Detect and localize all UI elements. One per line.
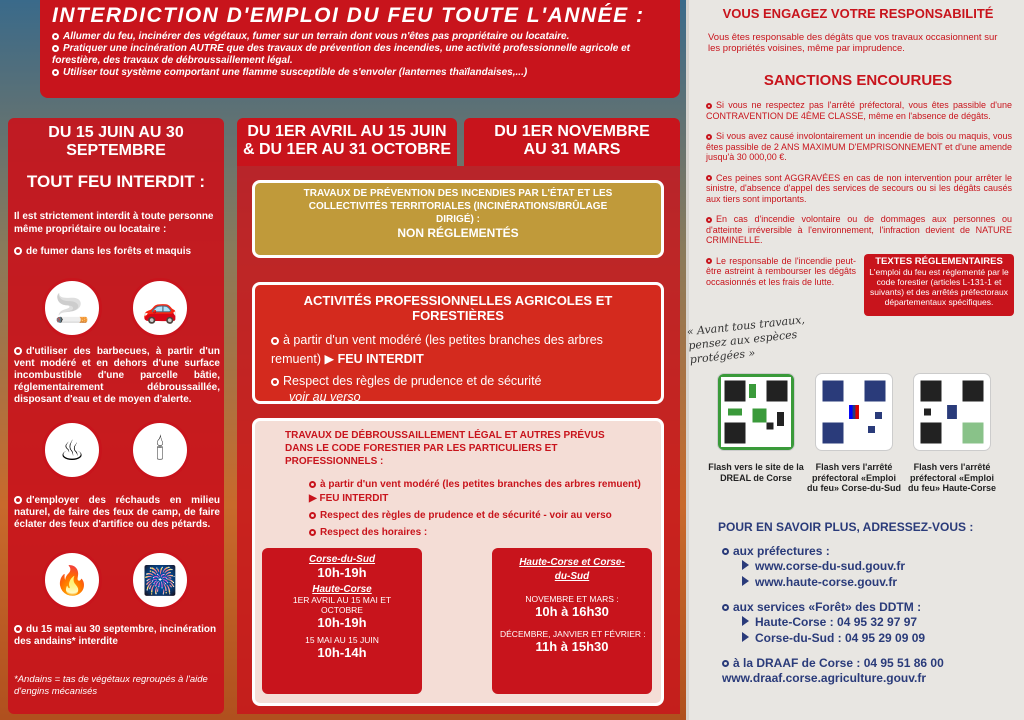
works-item-rules: Respect des règles de prudence et de sécurité - voir au verso [309,509,641,523]
header-banner [40,0,680,98]
professional-activities-box [252,282,664,404]
schedule-right: Haute-Corse et Corse-du-Sud NOVEMBRE ET MARS : 10h à 16h30 DÉCEMBRE, JANVIER ET FÉVRIER : 11h à 15h30 [492,548,652,694]
contacts-section [718,520,1018,686]
works-title: TRAVAUX DE DÉBROUSSAILLEMENT LÉGAL ET AUTRES PRÉVUS DANS LE CODE FORESTIER PAR LES PARTICULIERS ET PROFESSIONNELS : [285,430,605,467]
page-fold [686,0,689,720]
ban-item-campfire: d'employer des réchauds en milieu naturel, de faire des feux de camp, de faire éclater des feux d'artifice ou des pétards. [14,495,220,530]
sanctions-title: SANCTIONS ENCOURUES [763,72,953,89]
prefecture-link-corse-du-sud[interactable]: www.corse-du-sud.gouv.fr [742,558,1018,574]
draaf-link[interactable]: www.draaf.corse.agriculture.gouv.fr [722,671,927,685]
qr-code-corse-du-sud[interactable] [816,374,892,450]
cigarette-icon: 🚬 [42,278,102,338]
total-ban-title: TOUT FEU INTERDIT : [26,172,206,191]
activities-item-wind: à partir d'un vent modéré (les petites branches des arbres remuent) ▶ FEU INTERDIT [271,333,603,366]
ban-item-barbecue: d'utiliser des barbecues, à partir d'un vent modéré et en dehors d'une surface incombustible d'une parcelle bâtie, réglementairement débroussaillée, disposant d'eau et de moyen d'alerte. [14,346,220,405]
activities-item-rules: Respect des règles de prudence et de sécurité voir au verso [271,373,645,405]
qr-caption-dreal: Flash vers le site de la DREAL de Corse [708,462,804,483]
responsibility-text: Vous êtes responsable des dégâts que vos travaux occasionnent sur les propriétés voisines, même par imprudence. [708,32,998,54]
schedule-left: Corse-du-Sud 10h-19h Haute-Corse 1ER AVRIL AU 15 MAI ET OCTOBRE 10h-19h 15 MAI AU 15 JUIN 10h-14h [262,548,422,694]
sanction-item: Ces peines sont AGGRAVÉES en cas de non intervention pour arrêter le sinistre, d'absence d'appel des services de secours ou si les dégâts causés aux tiers sont importants. [706,172,1012,204]
prefecture-link-haute-corse[interactable]: www.haute-corse.gouv.fr [742,574,1018,590]
ban-item-smoking: de fumer dans les forêts et maquis [8,246,224,257]
sanction-item: Si vous avez causé involontairement un incendie de bois ou maquis, vous êtes passible de 2 ANS MAXIMUM D'EMPRISONNEMENT et d'une amende jusqu'à 30 000,00 €. [706,131,1012,162]
prevention-works-box: TRAVAUX DE PRÉVENTION DES INCENDIES PAR L'ÉTAT ET LES COLLECTIVITÉS TERRITORIALES (INCINÉRATIONS/BRÛLAGE DIRIGÉ) : NON RÉGLEMENTÉS [252,180,664,258]
draaf-contact: à la DRAAF de Corse : 04 95 51 86 00 [722,656,1018,670]
header-item: Allumer du feu, incinérer des végétaux, fumer sur un terrain dont vous n'êtes pas propriétaire ou locataire. [52,31,668,43]
ban-intro: Il est strictement interdit à toute personne même propriétaire ou locataire : [14,211,214,235]
qr-code-icon [721,377,791,447]
protected-species-note: « Avant tous travaux, pensez aux espèces protégées » [686,313,806,367]
responsibility-title: VOUS ENGAGEZ VOTRE RESPONSABILITÉ [722,6,994,21]
andains-note: *Andains = tas de végétaux regroupés à l'aide d'engins mécanisés [14,674,208,697]
qr-code-icon [917,377,987,447]
car-icon: 🚗 [130,278,190,338]
firework-icon: 🎆 [130,550,190,610]
sanction-item: Le responsable de l'incendie peut-être astreint à rembourser les dégâts occasionnés et les frais de lutte. [706,255,856,287]
header-item: Utiliser tout système comportant une flamme susceptible de s'envoler (lanternes thaïlandaises,...) [52,67,668,79]
ddtm-label: aux services «Forêt» des DDTM : [722,600,1018,614]
qr-caption-haute-corse: Flash vers l'arrêté préfectoral «Emploi du feu» Haute-Corse [907,462,996,493]
campfire-icon: 🔥 [42,550,102,610]
period-spring-autumn: DU 1ER AVRIL AU 15 JUIN & DU 1ER AU 31 OCTOBRE [237,118,457,166]
qr-code-haute-corse[interactable] [914,374,990,450]
activities-title: ACTIVITÉS PROFESSIONNELLES AGRICOLES ET FORESTIÈRES [303,293,613,323]
qr-code-icon [819,377,889,447]
contacts-title: POUR EN SAVOIR PLUS, ADRESSEZ-VOUS : [718,520,974,534]
ddtm-haute-corse: Haute-Corse : 04 95 32 97 97 [742,614,1018,630]
prefectures-label: aux préfectures : [722,544,1018,558]
works-item-hours: Respect des horaires : [309,526,641,540]
ban-item-andains: du 15 mai au 30 septembre, incinération des andains* interdite [14,624,217,647]
barbecue-icon: ♨ [42,420,102,480]
sanction-item: Si vous ne respectez pas l'arrêté préfectoral, vous êtes passible d'une CONTRAVENTION DE 4ÈME CLASSE, même en l'absence de dégâts. [706,100,1012,121]
prevention-status: NON RÉGLEMENTÉS [397,226,519,240]
header-title: INTERDICTION D'EMPLOI DU FEU TOUTE L'ANNÉE : [52,4,645,27]
qr-code-dreal[interactable] [718,374,794,450]
header-item: Pratiquer une incinération AUTRE que des travaux de prévention des incendies, une activité professionnelle agricole et forestière, des travaux de débroussaillement légal. [52,43,631,66]
sanction-item: En cas d'incendie volontaire ou de dommages aux personnes ou d'atteinte irréversible à l'environnement, l'infraction devient de NATURE CRIMINELLE. [706,214,1012,245]
works-item-wind: à partir d'un vent modéré (les petites branches des arbres remuent) ▶ FEU INTERDIT [309,479,641,504]
candles-icon: 🕯 [130,420,190,480]
period-title: DU 15 JUIN AU 30 SEPTEMBRE [48,124,184,159]
regulatory-texts-box: TEXTES RÉGLEMENTAIRES L'emploi du feu est réglementé par le code forestier (articles L-131-1 et suivants) et des arrêtés préfectoraux départementaux spécifiques. [864,254,1014,316]
period-winter: DU 1ER NOVEMBRE AU 31 MARS [464,118,680,166]
qr-caption-corse-du-sud: Flash vers l'arrêté préfectoral «Emploi du feu» Corse-du-Sud [807,462,901,493]
ddtm-corse-du-sud: Corse-du-Sud : 04 95 29 09 09 [742,630,1018,646]
